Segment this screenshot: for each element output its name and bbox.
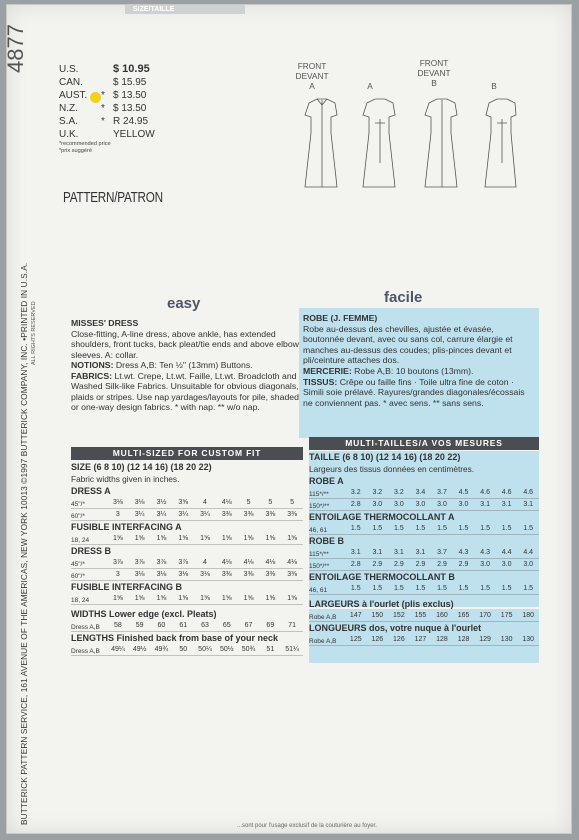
table-cell: 3⅜ (287, 511, 297, 518)
row-rule (309, 645, 539, 646)
table-cell: 3½ (156, 499, 167, 506)
table-cell: 1.5 (415, 585, 426, 592)
table-cell: 1⅝ (221, 535, 232, 542)
notions-text: Dress A,B: Ten ½" (13mm) Buttons. (115, 360, 253, 370)
row-label: 115*/** (309, 491, 329, 498)
table-heading: FUSIBLE INTERFACING B (71, 582, 183, 592)
dress-description: Close-fitting, A-line dress, above ankle, has extended shoulders, front tucks, back pleat/tie ends and above elbow sleeves. A: collar. (71, 328, 299, 360)
table-cell: 1⅝ (113, 535, 123, 542)
table-cell: 165 (457, 612, 470, 619)
table-cell: 126 (393, 636, 405, 643)
table-cell: 4.6 (501, 489, 512, 496)
table-cell: 3.1 (394, 549, 404, 556)
figure-label: FRONT DEVANT A (295, 61, 329, 91)
table-cell: 3¼ (134, 511, 145, 518)
garment-sketches (287, 53, 517, 203)
pattern-envelope (3, 4, 572, 834)
mercerie-label: MERCERIE: (303, 365, 352, 376)
dress-sketch-icon (287, 53, 517, 203)
table-cell: 3.1 (501, 501, 512, 508)
table-cell: 3.1 (350, 549, 361, 556)
table-row (309, 523, 539, 535)
table-cell: 4.6 (523, 489, 534, 496)
table-heading: ROBE A (309, 476, 344, 486)
table-cell: 49½ (132, 646, 147, 653)
table-cell: 128 (457, 636, 470, 643)
table-cell: 3⅜ (265, 511, 276, 518)
table-cell: 3⅛ (113, 499, 123, 506)
table-cell: 3.0 (372, 501, 383, 508)
facile-label: facile (384, 289, 423, 306)
fabrics-text: Lt.wt. Crepe, Lt.wt. Faille, Lt.wt. Broadcloth and Washed Silk-like Fabrics. Unsuitable for obvious diagonals, plaids or stripes. Use nap yardages/layouts for pile, shaded or one-way design fabrics. * with nap. ** w/o nap. (71, 370, 299, 412)
row-rule (71, 655, 303, 656)
table-cell: 1⅝ (287, 535, 297, 542)
row-rule (309, 594, 539, 595)
table-heading: WIDTHS Lower edge (excl. Pleats) (71, 609, 217, 619)
table-cell: 3⅛ (134, 571, 145, 578)
table-cell: 1.5 (458, 585, 469, 592)
table-cell: 1.5 (372, 525, 383, 532)
table-cell: 150 (371, 612, 384, 619)
tissus-label: TISSUS: (303, 376, 338, 387)
price-note-fr: *prix suggéré (59, 147, 92, 154)
table-cell: 3.0 (480, 561, 490, 568)
table-cell: 160 (436, 612, 448, 619)
table-cell: 127 (414, 636, 427, 643)
table-cell: 4⅛ (221, 499, 232, 506)
table-cell: 2.9 (415, 561, 426, 568)
table-cell: 3⅛ (178, 571, 189, 578)
table-cell: 1.5 (394, 585, 404, 592)
table-cell: 4.3 (480, 549, 490, 556)
table-cell: 1.5 (523, 525, 534, 532)
table-cell: 3⅛ (134, 499, 145, 506)
fabrics-label: FABRICS: (71, 370, 113, 381)
table-cell: 1⅝ (265, 595, 276, 602)
table-note: Fabric widths given in inches. (71, 474, 180, 484)
english-description (71, 318, 301, 413)
row-label: 45"/* (71, 561, 85, 568)
table-cell: 50 (179, 646, 188, 653)
table-heading: ENTOILAGE THERMOCOLLANT B (309, 572, 455, 582)
table-cell: 3.7 (437, 549, 447, 556)
publisher-address: BUTTERICK PATTERN SERVICE, 161 AVENUE OF THE AMERICAS, NEW YORK 10013 ©1997 BUTTERICK COMPANY, INC. •PRINTED IN U.S.A. (19, 262, 29, 825)
table-cell: 175 (500, 612, 513, 619)
table-cell: 51¼ (285, 646, 299, 653)
table-row (71, 569, 303, 581)
table-cell: 3.1 (480, 501, 490, 508)
table-cell: 1⅝ (243, 535, 254, 542)
table-cell: 4⅛ (287, 559, 297, 566)
table-cell: 1⅝ (243, 595, 254, 602)
table-cell: 1.5 (350, 585, 361, 592)
table-note: Largeurs des tissus données en centimètres. (309, 464, 475, 474)
table-cell: 1⅝ (200, 535, 210, 542)
table-row (71, 620, 303, 632)
price-row: N.Z. * $ 13.50 (59, 103, 147, 114)
robe-title: ROBE (J. FEMME) (303, 313, 378, 323)
table-cell: 3.1 (372, 549, 383, 556)
table-cell: 3.0 (523, 561, 534, 568)
table-cell: 3.4 (415, 489, 426, 496)
table-row (71, 509, 303, 521)
figure-label: FRONT DEVANT B (417, 58, 451, 88)
table-cell: 3⅛ (156, 571, 167, 578)
table-cell: 2.9 (394, 561, 404, 568)
table-cell: 4.4 (501, 549, 512, 556)
table-cell: 51 (266, 646, 275, 653)
table-cell: 1⅝ (113, 595, 123, 602)
table-cell: 1⅝ (287, 595, 297, 602)
row-label: 150*/** (309, 503, 330, 510)
table-cell: 1⅝ (178, 535, 189, 542)
table-heading: DRESS A (71, 486, 111, 496)
row-label: Dress A,B (71, 648, 100, 655)
figure-label: B (491, 81, 497, 91)
price-row: S.A. * R 24.95 (59, 116, 149, 127)
spine (3, 24, 39, 835)
table-cell: 4.5 (458, 489, 469, 496)
robe-description: Robe au-dessus des chevilles, ajustée et évasée, boutonnée devant, avec ou sans col, carrure élargie et manches au-dessus des coudes; plis-pinces devant et pli/ceinture attaches dos. (303, 323, 513, 366)
table-cell: 3⅞ (113, 559, 123, 566)
row-label: 18, 24 (71, 537, 90, 544)
table-cell: 3 (115, 511, 120, 518)
table-cell: 4.4 (523, 549, 534, 556)
price-list (59, 63, 173, 154)
table-row (309, 487, 539, 499)
table-cell: 3.0 (415, 501, 426, 508)
row-label: 45"/* (71, 501, 85, 508)
figure-label: A (367, 81, 373, 91)
dress-title: MISSES' DRESS (71, 318, 139, 328)
table-cell: 130 (500, 636, 513, 643)
table-heading: ENTOILAGE THERMOCOLLANT A (309, 512, 455, 522)
table-cell: 50¼ (198, 646, 212, 653)
row-label: Robe A,B (309, 638, 337, 645)
table-cell: 50¾ (241, 646, 256, 653)
table-cell: 4 (203, 559, 207, 566)
row-label: 60"/* (71, 573, 85, 580)
table-cell: 3.2 (372, 489, 383, 496)
table-row (309, 547, 539, 559)
table-cell: 58 (113, 622, 122, 629)
table-cell: 4⅛ (265, 559, 276, 566)
table-heading: LENGTHS Finished back from base of your neck (71, 633, 279, 643)
table-cell: 147 (349, 612, 362, 619)
table-heading: LONGUEURS dos, votre nuque à l'ourlet (309, 623, 482, 633)
table-cell: 2.8 (350, 501, 361, 508)
row-label: 150*/** (309, 563, 330, 570)
table-row (309, 634, 539, 646)
table-cell: 3.0 (394, 501, 404, 508)
table-cell: 152 (393, 612, 405, 619)
table-heading: TAILLE (6 8 10) (12 14 16) (18 20 22) (309, 452, 461, 462)
table-cell: 3⅞ (178, 559, 189, 566)
row-label: Robe A,B (309, 614, 337, 621)
price-note-en: *recommended price (59, 141, 111, 147)
table-cell: 1.5 (394, 525, 404, 532)
table-cell: 1⅝ (134, 535, 145, 542)
table-cell: 1⅝ (265, 535, 276, 542)
french-yardage-table (309, 451, 539, 663)
row-label: Dress A,B (71, 624, 100, 631)
table-cell: 1.5 (501, 585, 512, 592)
rights-reserved: ALL RIGHTS RESERVED (31, 301, 37, 365)
table-heading: ROBE B (309, 536, 345, 546)
tissus-text: Crêpe ou faille fins · Toile ultra fine de coton · Simili soie prélavé. Rayures/grandes diagonales/écossais ne conviennent pas. * avec sens. ** sans sens. (303, 376, 525, 408)
table-cell: 4.6 (480, 489, 490, 496)
table-cell: 4⅛ (243, 559, 254, 566)
pattern-number: 4877 (3, 24, 28, 73)
table-cell: 180 (522, 612, 535, 619)
table-cell: 49¼ (111, 646, 125, 653)
table-cell: 1.5 (437, 525, 447, 532)
table-cell: 3⅞ (156, 559, 167, 566)
table-cell: 1⅝ (221, 595, 232, 602)
yellow-dot-icon (90, 92, 101, 103)
table-cell: 1⅝ (178, 595, 189, 602)
table-cell: 2.8 (350, 561, 361, 568)
table-cell: 3⅜ (265, 571, 276, 578)
row-rule (71, 604, 303, 605)
row-label: 60"/* (71, 513, 85, 520)
table-row (309, 610, 539, 622)
table-cell: 71 (288, 622, 296, 629)
table-cell: 3.2 (350, 489, 361, 496)
table-cell: 3.2 (394, 489, 404, 496)
table-row (71, 497, 303, 509)
table-cell: 1.5 (523, 585, 534, 592)
table-cell: 1.5 (501, 525, 512, 532)
table-row (71, 557, 303, 569)
table-cell: 2.9 (437, 561, 447, 568)
table-cell: 1⅝ (134, 595, 145, 602)
row-label: 18, 24 (71, 597, 90, 604)
footer-note: ...sont pour l'usage exclusif de la couturière au foyer. (237, 823, 377, 829)
table-cell: 1.5 (458, 525, 469, 532)
table-heading: SIZE (6 8 10) (12 14 16) (18 20 22) (71, 462, 212, 472)
table-cell: 3.1 (523, 501, 534, 508)
table-cell: 3⅛ (200, 571, 210, 578)
table-cell: 3⅝ (178, 499, 189, 506)
table-row (71, 644, 303, 656)
row-label: 46, 61 (309, 527, 328, 534)
table-cell: 1.5 (350, 525, 361, 532)
table-cell: 1⅝ (156, 535, 167, 542)
table-cell: 3 (115, 571, 120, 578)
table-cell: 3¼ (200, 511, 210, 518)
table-cell: 63 (201, 622, 209, 629)
table-cell: 3⅜ (221, 511, 232, 518)
table-cell: 5 (290, 499, 295, 506)
table-cell: 1.5 (415, 525, 426, 532)
table-cell: 3¼ (178, 511, 189, 518)
table-cell: 125 (349, 636, 362, 643)
table-cell: 59 (135, 622, 144, 629)
table-cell: 3¼ (156, 511, 167, 518)
price-row: U.S. $ 10.95 (59, 63, 150, 75)
table-cell: 3.0 (437, 501, 447, 508)
table-cell: 2.9 (372, 561, 383, 568)
table-cell: 4.3 (458, 549, 469, 556)
table-cell: 129 (479, 636, 491, 643)
table-cell: 69 (266, 622, 275, 629)
table-heading: FUSIBLE INTERFACING A (71, 522, 182, 532)
table-heading: DRESS B (71, 546, 112, 556)
table-cell: 3⅜ (243, 511, 254, 518)
table-cell: 3.0 (458, 501, 469, 508)
pattern-label: PATTERN/PATRON (63, 189, 163, 206)
table-cell: 1.5 (480, 525, 490, 532)
table-cell: 3⅜ (243, 571, 254, 578)
table-cell: 3.0 (501, 561, 512, 568)
table-cell: 1⅝ (200, 595, 210, 602)
table-cell: 5 (268, 499, 273, 506)
table-cell: 1.5 (437, 585, 447, 592)
table-cell: 60 (157, 622, 166, 629)
table-cell: 2.9 (458, 561, 469, 568)
table-cell: 1.5 (372, 585, 383, 592)
multi-tailles-bar: MULTI-TAILLES/A VOS MESURES (309, 437, 539, 450)
table-cell: 155 (414, 612, 427, 619)
table-cell: 170 (479, 612, 491, 619)
french-description (299, 308, 539, 438)
table-heading: LARGEURS à l'ourlet (plis exclus) (309, 599, 454, 609)
table-cell: 130 (522, 636, 535, 643)
easy-label: easy (167, 295, 201, 312)
table-cell: 4⅛ (221, 559, 232, 566)
table-cell: 5 (246, 499, 251, 506)
table-row (71, 533, 303, 545)
table-row (309, 583, 539, 595)
table-cell: 65 (222, 622, 231, 629)
price-row: U.K. YELLOW (59, 129, 155, 140)
table-cell: 49¾ (154, 646, 169, 653)
table-row (309, 559, 539, 571)
size-strip: SIZE/TAILLE (125, 5, 245, 14)
mercerie-text: Robe A,B: 10 boutons (13mm). (354, 365, 474, 376)
multi-sized-bar: MULTI-SIZED FOR CUSTOM FIT (71, 447, 303, 460)
table-cell: 1⅝ (156, 595, 167, 602)
notions-label: NOTIONS: (71, 360, 114, 370)
table-cell: 61 (179, 622, 188, 629)
price-row: AUST. * $ 13.50 (59, 90, 147, 101)
table-row (309, 499, 539, 511)
row-label: 115*/** (309, 551, 329, 558)
table-cell: 50½ (219, 646, 234, 653)
table-cell: 67 (244, 622, 253, 629)
table-cell: 4 (203, 499, 207, 506)
row-label: 46, 61 (309, 587, 328, 594)
table-cell: 3.7 (437, 489, 447, 496)
table-cell: 128 (436, 636, 448, 643)
table-cell: 3.1 (415, 549, 426, 556)
table-cell: 126 (371, 636, 384, 643)
english-yardage-table (71, 461, 303, 671)
table-cell: 3⅞ (134, 559, 145, 566)
table-row (71, 593, 303, 605)
table-cell: 3⅜ (287, 571, 297, 578)
price-row: CAN. $ 15.95 (59, 77, 147, 88)
table-cell: 1.5 (480, 585, 490, 592)
table-cell: 3⅜ (221, 571, 232, 578)
